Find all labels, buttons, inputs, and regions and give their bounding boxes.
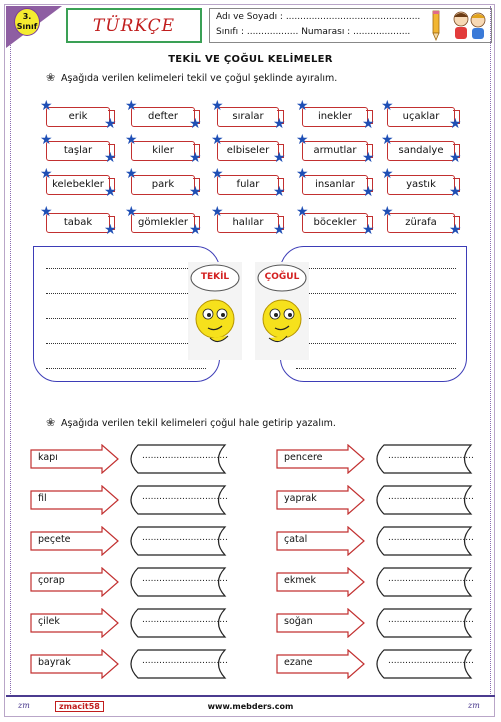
subject-box (66, 8, 202, 43)
star-icon: ★ (104, 222, 117, 238)
right-word-label: soğan (284, 616, 313, 627)
instruction-2 (46, 416, 336, 429)
star-icon: ★ (449, 222, 462, 238)
grade-badge (14, 8, 40, 36)
star-icon: ★ (189, 116, 202, 132)
word-card[interactable]: taşlar (46, 141, 110, 161)
star-icon: ★ (449, 184, 462, 200)
cogul-bubble-label: ÇOĞUL (264, 272, 300, 282)
right-word-label: ekmek (284, 575, 316, 586)
star-icon: ★ (273, 150, 286, 166)
right-word-label: yaprak (284, 493, 317, 504)
star-icon: ★ (40, 166, 53, 182)
left-word-label: kapı (38, 452, 58, 463)
right-word-label: çatal (284, 534, 308, 545)
star-icon: ★ (296, 98, 309, 114)
left-answer-blank[interactable]: .............................. (142, 656, 228, 666)
word-card[interactable]: elbiseler (217, 141, 279, 161)
left-word-label: çilek (38, 616, 60, 627)
star-icon: ★ (449, 116, 462, 132)
star-icon: ★ (381, 166, 394, 182)
right-answer-blank[interactable]: .............................. (388, 451, 474, 461)
right-logo: zm (468, 701, 480, 710)
right-answer-blank[interactable]: .............................. (388, 533, 474, 543)
grade-number: 3. (22, 12, 32, 21)
star-icon: ★ (40, 132, 53, 148)
star-icon: ★ (104, 116, 117, 132)
name-field[interactable]: Adı ve Soyadı : ............................................... (216, 12, 421, 22)
right-answer-blank[interactable]: .............................. (388, 492, 474, 502)
word-card[interactable]: böcekler (302, 213, 368, 233)
star-icon: ★ (125, 166, 138, 182)
star-icon: ★ (125, 204, 138, 220)
word-card[interactable]: halılar (217, 213, 279, 233)
word-card[interactable]: erik (46, 107, 110, 127)
cogul-line[interactable] (296, 293, 456, 294)
right-answer-blank[interactable]: .............................. (388, 574, 474, 584)
star-icon: ★ (40, 204, 53, 220)
flower-icon: ❀ (46, 416, 56, 429)
word-card[interactable]: park (131, 175, 195, 195)
cogul-line[interactable] (296, 343, 456, 344)
star-icon: ★ (296, 166, 309, 182)
tekil-line[interactable] (46, 318, 206, 319)
word-card[interactable]: sandalye (387, 141, 455, 161)
right-word-label: pencere (284, 452, 323, 463)
word-card[interactable]: defter (131, 107, 195, 127)
star-icon: ★ (362, 150, 375, 166)
star-icon: ★ (362, 222, 375, 238)
word-card[interactable]: fular (217, 175, 279, 195)
star-icon: ★ (381, 132, 394, 148)
star-icon: ★ (296, 132, 309, 148)
left-answer-blank[interactable]: .............................. (142, 533, 228, 543)
star-icon: ★ (40, 98, 53, 114)
left-word-label: fil (38, 493, 47, 504)
left-answer-blank[interactable]: .............................. (142, 574, 228, 584)
star-icon: ★ (381, 204, 394, 220)
star-icon: ★ (211, 166, 224, 182)
star-icon: ★ (125, 132, 138, 148)
star-icon: ★ (104, 150, 117, 166)
star-icon: ★ (273, 222, 286, 238)
tekil-thinking-face (188, 262, 242, 360)
right-answer-blank[interactable]: .............................. (388, 656, 474, 666)
instruction-2-text: Aşağıda verilen tekil kelimeleri çoğul hale getirip yazalım. (61, 418, 336, 429)
left-margin-line (10, 6, 11, 694)
word-card[interactable]: armutlar (302, 141, 368, 161)
left-answer-blank[interactable]: .............................. (142, 492, 228, 502)
word-card[interactable]: sıralar (217, 107, 279, 127)
cogul-line[interactable] (296, 318, 456, 319)
word-card[interactable]: insanlar (302, 175, 368, 195)
star-icon: ★ (211, 132, 224, 148)
left-answer-blank[interactable]: .............................. (142, 615, 228, 625)
cogul-thinking-face (255, 262, 309, 360)
star-icon: ★ (104, 184, 117, 200)
right-margin-line (490, 6, 491, 694)
left-word-label: bayrak (38, 657, 71, 668)
word-card[interactable]: uçaklar (387, 107, 455, 127)
left-word-label: çorap (38, 575, 65, 586)
word-card[interactable]: kiler (131, 141, 195, 161)
word-card[interactable]: gömlekler (131, 213, 195, 233)
word-card[interactable]: tabak (46, 213, 110, 233)
cogul-line[interactable] (296, 268, 456, 269)
right-answer-blank[interactable]: .............................. (388, 615, 474, 625)
word-card[interactable]: zürafa (387, 213, 455, 233)
footer-rule (6, 695, 495, 697)
instruction-1-text: Aşağıda verilen kelimeleri tekil ve çoğul şeklinde ayıralım. (61, 73, 338, 84)
word-card[interactable]: inekler (302, 107, 368, 127)
star-icon: ★ (449, 150, 462, 166)
star-icon: ★ (125, 98, 138, 114)
word-card[interactable]: kelebekler (46, 175, 110, 195)
tekil-line[interactable] (46, 368, 206, 369)
author-badge: zmacit58 (55, 701, 104, 712)
star-icon: ★ (189, 184, 202, 200)
tekil-bubble-label: TEKİL (200, 272, 230, 282)
children-icon (449, 9, 489, 41)
star-icon: ★ (296, 204, 309, 220)
star-icon: ★ (381, 98, 394, 114)
star-icon: ★ (211, 98, 224, 114)
left-answer-blank[interactable]: .............................. (142, 451, 228, 461)
grade-label: Sınıf (16, 22, 38, 31)
star-icon: ★ (362, 116, 375, 132)
star-icon: ★ (273, 116, 286, 132)
flower-icon: ❀ (46, 71, 56, 84)
instruction-1 (46, 71, 337, 84)
star-icon: ★ (189, 150, 202, 166)
right-word-label: ezane (284, 657, 313, 668)
star-icon: ★ (362, 184, 375, 200)
page-title: TEKİL VE ÇOĞUL KELİMELER (168, 54, 333, 65)
subject-title: TÜRKÇE (92, 15, 176, 36)
star-icon: ★ (189, 222, 202, 238)
tekil-line[interactable] (46, 268, 206, 269)
word-card[interactable]: yastık (387, 175, 455, 195)
left-logo: zm (18, 701, 30, 710)
footer-site-link[interactable]: www.mebders.com (207, 702, 294, 711)
class-field[interactable]: Sınıfı : .................. Numarası : .................... (216, 27, 411, 37)
star-icon: ★ (273, 184, 286, 200)
cogul-line[interactable] (296, 368, 456, 369)
left-word-label: peçete (38, 534, 71, 545)
tekil-line[interactable] (46, 293, 206, 294)
tekil-line[interactable] (46, 343, 206, 344)
star-icon: ★ (211, 204, 224, 220)
pencil-icon (428, 9, 444, 41)
